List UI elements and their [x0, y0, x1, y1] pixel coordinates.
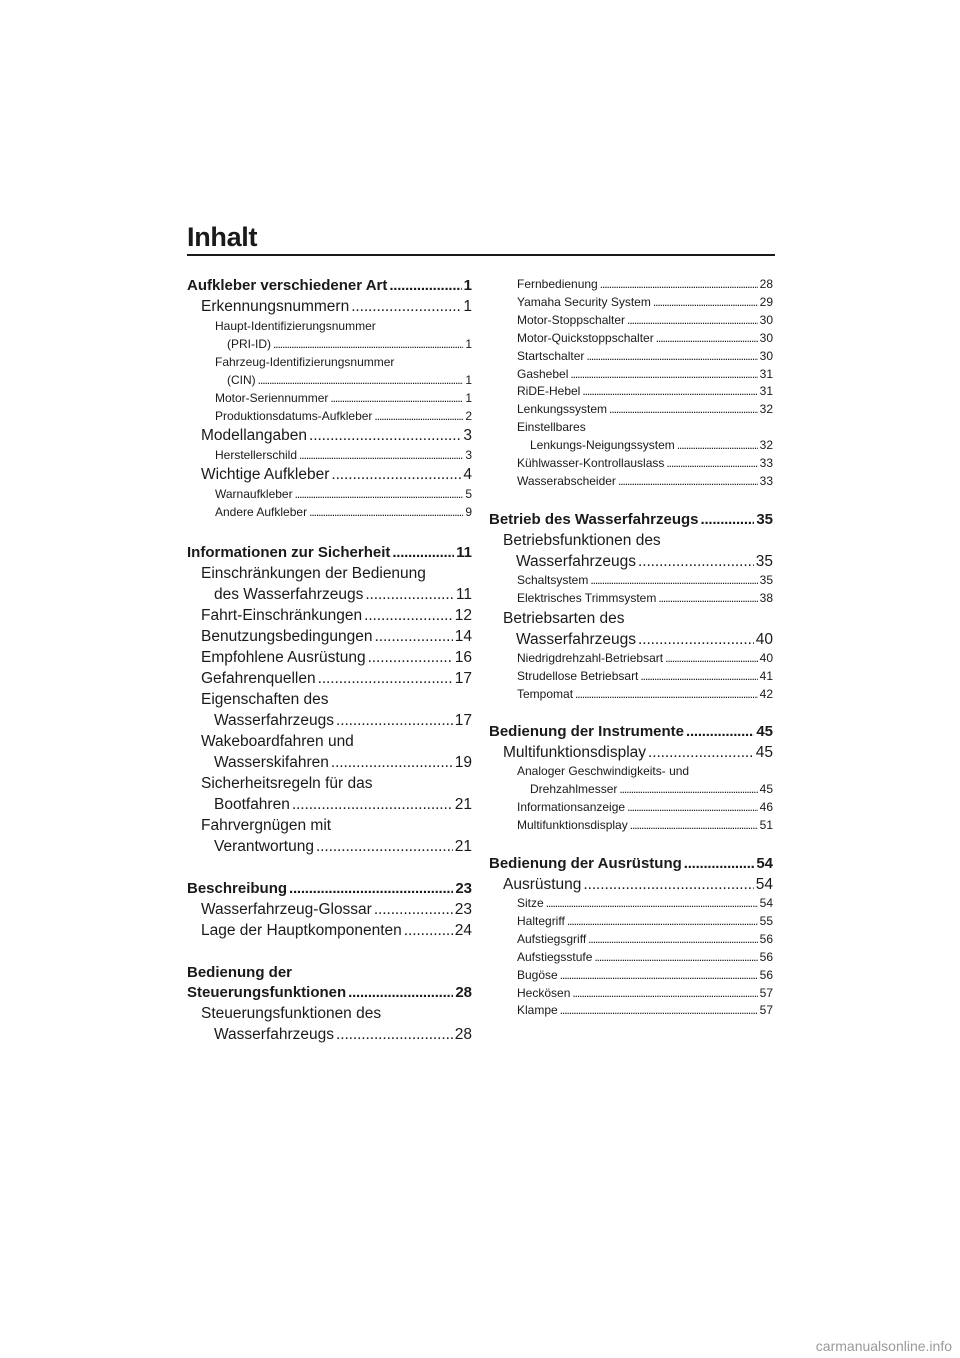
toc-page-number: 57 — [759, 1003, 773, 1018]
toc-entry-text: Modellangaben — [201, 427, 308, 444]
title-divider — [187, 254, 775, 256]
toc-entry-level-3[interactable] — [187, 389, 472, 407]
dot-leader — [582, 383, 757, 401]
dot-leader — [258, 371, 464, 389]
toc-entry-level-1[interactable] — [187, 879, 472, 899]
toc-entry-level-3[interactable] — [489, 763, 773, 799]
toc-entry-text: (PRI-ID) — [227, 337, 271, 351]
toc-entry-level-2[interactable] — [187, 296, 472, 317]
toc-page-number: 1 — [465, 391, 472, 405]
dot-leader — [331, 464, 461, 485]
toc-page-number: 28 — [455, 984, 472, 1001]
dot-leader — [365, 584, 454, 605]
toc-page-number: 35 — [756, 510, 773, 528]
toc-entry-level-3[interactable] — [489, 590, 773, 608]
toc-entry-level-3[interactable] — [187, 353, 472, 389]
dot-leader — [392, 543, 454, 563]
toc-page-number: 31 — [759, 366, 773, 381]
toc-entry-level-3[interactable] — [489, 668, 773, 686]
toc-entry-text: Haupt-Identifizierungsnummer — [215, 319, 376, 333]
toc-entry-level-3[interactable] — [489, 572, 773, 590]
dot-leader — [638, 629, 754, 650]
dot-leader — [348, 983, 453, 1003]
toc-page-number: 51 — [759, 818, 773, 833]
toc-entry-text: Klampe — [517, 1003, 558, 1018]
toc-entry-text: Motor-Stoppschalter — [517, 312, 626, 327]
toc-entry-text: Fernbedienung — [517, 277, 598, 291]
dot-leader — [619, 781, 757, 799]
toc-entry-text: Strudellose Betriebsart — [517, 668, 639, 683]
dot-leader — [309, 503, 463, 521]
toc-entry-text: Warnaufkleber — [215, 487, 293, 501]
toc-page-number: 3 — [465, 448, 472, 462]
toc-entry-level-3[interactable] — [489, 686, 773, 704]
toc-page-number: 56 — [759, 949, 773, 964]
toc-entry-level-2[interactable] — [187, 731, 472, 773]
toc-entry-text: Produktionsdatums-Aufkleber — [215, 409, 373, 423]
toc-page-number: 11 — [456, 544, 472, 561]
toc-entry-level-3[interactable] — [489, 949, 773, 967]
toc-page-number: 16 — [454, 649, 472, 666]
toc-entry-text: Motor-Seriennummer — [215, 391, 329, 405]
toc-entry-level-2[interactable] — [187, 464, 472, 485]
dot-leader — [586, 348, 757, 366]
toc-page-number: 29 — [759, 294, 773, 309]
toc-entry-text: Informationsanzeige — [517, 800, 626, 815]
dot-leader — [701, 510, 755, 530]
toc-entry-level-3[interactable] — [489, 455, 773, 473]
toc-page-number: 28 — [454, 1026, 472, 1043]
toc-page-number: 5 — [465, 487, 472, 501]
dot-leader — [630, 817, 758, 835]
dot-leader — [658, 590, 757, 608]
toc-entry-text: Bedienung der Instrumente — [489, 723, 685, 741]
toc-page-number: 45 — [756, 723, 773, 741]
toc-entry-level-2[interactable] — [489, 608, 773, 650]
toc-entry-text: Lenkungs-Neigungssystem — [530, 438, 675, 453]
dot-leader — [560, 967, 758, 985]
dot-leader — [572, 985, 757, 1003]
toc-entry-level-1[interactable] — [489, 510, 773, 530]
toc-page-number: 1 — [463, 298, 472, 315]
dot-leader — [600, 276, 758, 294]
toc-entry-text: des Wasserfahrzeugs — [214, 586, 364, 603]
toc-page-number: 54 — [759, 896, 773, 911]
dot-leader — [648, 742, 754, 763]
dot-leader — [575, 686, 758, 704]
toc-entry-level-2[interactable] — [187, 647, 472, 668]
toc-page-number: 2 — [465, 409, 472, 423]
toc-column-left — [187, 276, 472, 1045]
toc-page-number: 31 — [759, 384, 773, 399]
toc-entry-text: Wasserfahrzeug-Glossar — [201, 901, 372, 918]
toc-entry-text: Gefahrenquellen — [201, 670, 316, 687]
dot-leader — [627, 312, 758, 330]
toc-page-number: 56 — [759, 967, 773, 982]
toc-entry-text: Einstellbares — [517, 420, 586, 435]
toc-page-number: 30 — [759, 312, 773, 327]
toc-page-number: 32 — [759, 438, 773, 453]
toc-entry-text: Fahrt-Einschränkungen — [201, 607, 363, 624]
dot-leader — [665, 650, 758, 668]
toc-entry-text: Lenkungssystem — [517, 402, 608, 417]
toc-entry-text: Herstellerschild — [215, 448, 298, 462]
toc-entry-level-2[interactable] — [187, 899, 472, 920]
toc-entry-level-3[interactable] — [489, 967, 773, 985]
toc-entry-text: Erkennungsnummern — [201, 298, 350, 315]
toc-entry-level-3[interactable] — [187, 317, 472, 353]
toc-entry-text: Niedrigdrehzahl-Betriebsart — [517, 650, 664, 665]
toc-page-number: 46 — [759, 800, 773, 815]
toc-page-number: 57 — [759, 985, 773, 1000]
toc-entry-level-3[interactable] — [489, 348, 773, 366]
toc-entry-text: Wasserfahrzeugs — [516, 630, 637, 648]
toc-entry-level-1[interactable] — [187, 543, 472, 563]
toc-page-number: 11 — [455, 586, 472, 603]
dot-leader — [627, 799, 758, 817]
toc-page-number: 32 — [759, 402, 773, 417]
toc-entry-level-3[interactable] — [489, 895, 773, 913]
toc-page-number: 33 — [759, 473, 773, 488]
toc-entry-level-3[interactable] — [489, 401, 773, 419]
dot-leader — [289, 879, 453, 899]
toc-column-right — [489, 276, 773, 1020]
toc-page-number: 17 — [454, 670, 472, 687]
toc-entry-level-3[interactable] — [489, 799, 773, 817]
dot-leader — [640, 668, 757, 686]
toc-page-number: 40 — [759, 650, 773, 665]
toc-page-number: 40 — [755, 630, 773, 648]
toc-entry-text: Verantwortung — [214, 838, 314, 855]
toc-entry-text: Multifunktionsdisplay — [517, 818, 628, 833]
toc-entry-level-3[interactable] — [489, 985, 773, 1003]
toc-entry-text: Betriebsarten des — [503, 609, 625, 627]
toc-entry-level-3[interactable] — [187, 407, 472, 425]
toc-entry-level-2[interactable] — [187, 668, 472, 689]
dot-leader — [567, 913, 758, 931]
dot-leader — [653, 294, 758, 312]
toc-entry-text: Betriebsfunktionen des — [503, 531, 661, 549]
toc-entry-text: Sicherheitsregeln für das — [201, 775, 373, 792]
toc-page-number: 55 — [759, 913, 773, 928]
dot-leader — [609, 401, 758, 419]
toc-entry-text: Haltegriff — [517, 913, 565, 928]
toc-entry-level-3[interactable] — [489, 1002, 773, 1020]
toc-page-number: 24 — [454, 922, 472, 939]
toc-entry-text: Wasserabscheider — [517, 473, 616, 488]
toc-entry-text: Sitze — [517, 896, 544, 911]
toc-entry-text: Einschränkungen der Bedienung — [201, 565, 426, 582]
toc-page-number: 23 — [455, 880, 472, 897]
toc-entry-text: Wasserfahrzeugs — [516, 552, 637, 570]
dot-leader — [295, 485, 464, 503]
toc-entry-text: Kühlwasser-Kontrollauslass — [517, 456, 665, 471]
dot-leader — [351, 296, 461, 317]
toc-page-number: 35 — [759, 572, 773, 587]
toc-entry-text: Lage der Hauptkomponenten — [201, 922, 402, 939]
toc-page-number: 1 — [465, 373, 472, 387]
toc-entry-text: Wasserskifahren — [214, 754, 329, 771]
toc-entry-text: Bedienung der — [187, 964, 293, 981]
toc-entry-text: Aufstiegsgriff — [517, 931, 587, 946]
toc-entry-text: Eigenschaften des — [201, 691, 329, 708]
toc-page-number: 14 — [454, 628, 472, 645]
toc-entry-text: Multifunktionsdisplay — [503, 744, 647, 762]
toc-entry-level-2[interactable] — [187, 563, 472, 605]
toc-entry-level-3[interactable] — [489, 366, 773, 384]
dot-leader — [560, 1002, 758, 1020]
toc-entry-level-3[interactable] — [489, 330, 773, 348]
toc-page-number: 3 — [463, 427, 472, 444]
dot-leader — [590, 572, 757, 590]
dot-leader — [375, 626, 453, 647]
toc-entry-text: Empfohlene Ausrüstung — [201, 649, 366, 666]
toc-entry-level-3[interactable] — [489, 383, 773, 401]
toc-entry-level-2[interactable] — [187, 1003, 472, 1045]
toc-entry-text: Aufstiegsstufe — [517, 949, 593, 964]
toc-entry-text: Ausrüstung — [503, 876, 582, 894]
toc-entry-level-2[interactable] — [187, 689, 472, 731]
toc-entry-level-3[interactable] — [489, 419, 773, 455]
toc-page-number: 45 — [755, 744, 773, 762]
toc-entry-level-3[interactable] — [489, 913, 773, 931]
toc-entry-text: Bugöse — [517, 967, 558, 982]
toc-entry-level-2[interactable] — [489, 874, 773, 895]
toc-page-number: 17 — [454, 712, 472, 729]
toc-page-number: 30 — [759, 330, 773, 345]
toc-page-number: 21 — [454, 838, 472, 855]
toc-page-number: 9 — [465, 505, 472, 519]
toc-entry-text: Bootfahren — [214, 796, 290, 813]
toc-entry-text: Wasserfahrzeugs — [214, 712, 335, 729]
toc-entry-text: Informationen zur Sicherheit — [187, 544, 391, 561]
toc-entry-level-2[interactable] — [187, 605, 472, 626]
toc-entry-text: Gashebel — [517, 366, 569, 381]
toc-entry-level-1[interactable] — [187, 276, 472, 296]
toc-entry-text: Benutzungsbedingungen — [201, 628, 373, 645]
toc-entry-level-3[interactable] — [489, 276, 773, 294]
toc-entry-text: Steuerungsfunktionen — [187, 984, 347, 1001]
toc-entry-text: Wasserfahrzeugs — [214, 1026, 335, 1043]
toc-entry-text: Startschalter — [517, 348, 585, 363]
dot-leader — [570, 366, 757, 384]
dot-leader — [336, 710, 453, 731]
toc-entry-text: Elektrisches Trimmsystem — [517, 590, 657, 605]
toc-entry-text: Yamaha Security System — [517, 294, 651, 309]
toc-entry-text: Drehzahlmesser — [530, 782, 618, 797]
toc-entry-text: Andere Aufkleber — [215, 505, 308, 519]
dot-leader — [686, 722, 754, 742]
toc-page-number: 12 — [454, 607, 472, 624]
dot-leader — [656, 330, 758, 348]
toc-entry-level-1[interactable] — [489, 722, 773, 742]
toc-page-number: 1 — [465, 337, 472, 351]
toc-page-number: 1 — [463, 277, 472, 294]
toc-entry-level-3[interactable] — [187, 485, 472, 503]
toc-page-number: 28 — [759, 277, 773, 291]
toc-entry-text: Heckösen — [517, 985, 571, 1000]
dot-leader — [273, 335, 463, 353]
dot-leader — [318, 668, 453, 689]
toc-page-number: 56 — [759, 931, 773, 946]
toc-page-number: 33 — [759, 456, 773, 471]
toc-entry-level-2[interactable] — [489, 530, 773, 572]
toc-entry-text: Betrieb des Wasserfahrzeugs — [489, 510, 699, 528]
dot-leader — [404, 920, 453, 941]
toc-entry-level-3[interactable] — [489, 931, 773, 949]
toc-page-number: 41 — [759, 668, 773, 683]
dot-leader — [594, 949, 757, 967]
dot-leader — [374, 899, 453, 920]
dot-leader — [677, 437, 758, 455]
toc-page-number: 23 — [454, 901, 472, 918]
toc-entry-level-3[interactable] — [187, 446, 472, 464]
toc-entry-level-3[interactable] — [489, 817, 773, 835]
toc-page-number: 35 — [755, 552, 773, 570]
dot-leader — [364, 605, 453, 626]
dot-leader — [336, 1024, 453, 1045]
dot-leader — [618, 473, 758, 491]
dot-leader — [368, 647, 453, 668]
toc-entry-text: Fahrzeug-Identifizierungsnummer — [215, 355, 395, 369]
toc-entry-level-1[interactable] — [489, 854, 773, 874]
dot-leader — [583, 874, 753, 895]
toc-page-number: 38 — [759, 590, 773, 605]
dot-leader — [374, 407, 463, 425]
dot-leader — [309, 425, 461, 446]
dot-leader — [389, 276, 461, 296]
toc-page-number: 4 — [463, 466, 472, 483]
toc-entry-text: Aufkleber verschiedener Art — [187, 277, 388, 294]
toc-entry-text: Fahrvergnügen mit — [201, 817, 332, 834]
toc-entry-level-2[interactable] — [489, 742, 773, 763]
dot-leader — [292, 794, 453, 815]
toc-page-number: 30 — [759, 348, 773, 363]
toc-entry-text: (CIN) — [227, 373, 256, 387]
dot-leader — [330, 389, 463, 407]
toc-entry-level-3[interactable] — [489, 650, 773, 668]
toc-entry-level-2[interactable] — [187, 626, 472, 647]
toc-page-number: 42 — [759, 686, 773, 701]
dot-leader — [331, 752, 453, 773]
toc-entry-text: Analoger Geschwindigkeits- und — [517, 764, 690, 779]
dot-leader — [299, 446, 463, 464]
toc-entry-text: Motor-Quickstoppschalter — [517, 330, 654, 345]
toc-entry-text: Wakeboardfahren und — [201, 733, 354, 750]
dot-leader — [546, 895, 758, 913]
toc-entry-level-2[interactable] — [187, 920, 472, 941]
dot-leader — [316, 836, 453, 857]
toc-entry-text: RiDE-Hebel — [517, 384, 581, 399]
toc-entry-text: Tempomat — [517, 686, 574, 701]
toc-page-number: 54 — [755, 876, 773, 894]
toc-page-number: 21 — [454, 796, 472, 813]
toc-entry-text: Wichtige Aufkleber — [201, 466, 330, 483]
toc-entry-text: Schaltsystem — [517, 572, 589, 587]
toc-entry-level-2[interactable] — [187, 425, 472, 446]
toc-entry-level-3[interactable] — [489, 312, 773, 330]
toc-entry-text: Beschreibung — [187, 880, 288, 897]
dot-leader — [684, 854, 755, 874]
toc-entry-level-2[interactable] — [187, 815, 472, 857]
toc-entry-level-3[interactable] — [187, 503, 472, 521]
toc-entry-level-3[interactable] — [489, 294, 773, 312]
toc-entry-level-2[interactable] — [187, 773, 472, 815]
dot-leader — [588, 931, 757, 949]
toc-page-number: 54 — [756, 855, 773, 873]
toc-page-number: 45 — [759, 782, 773, 797]
toc-entry-text: Steuerungsfunktionen des — [201, 1005, 382, 1022]
dot-leader — [638, 551, 754, 572]
toc-entry-level-3[interactable] — [489, 473, 773, 491]
toc-page-number: 19 — [454, 754, 472, 771]
page-title: Inhalt — [187, 222, 258, 252]
toc-entry-level-1[interactable] — [187, 963, 472, 1003]
watermark: carmanualsonline.info — [815, 1338, 952, 1354]
dot-leader — [666, 455, 757, 473]
toc-entry-text: Bedienung der Ausrüstung — [489, 855, 682, 873]
